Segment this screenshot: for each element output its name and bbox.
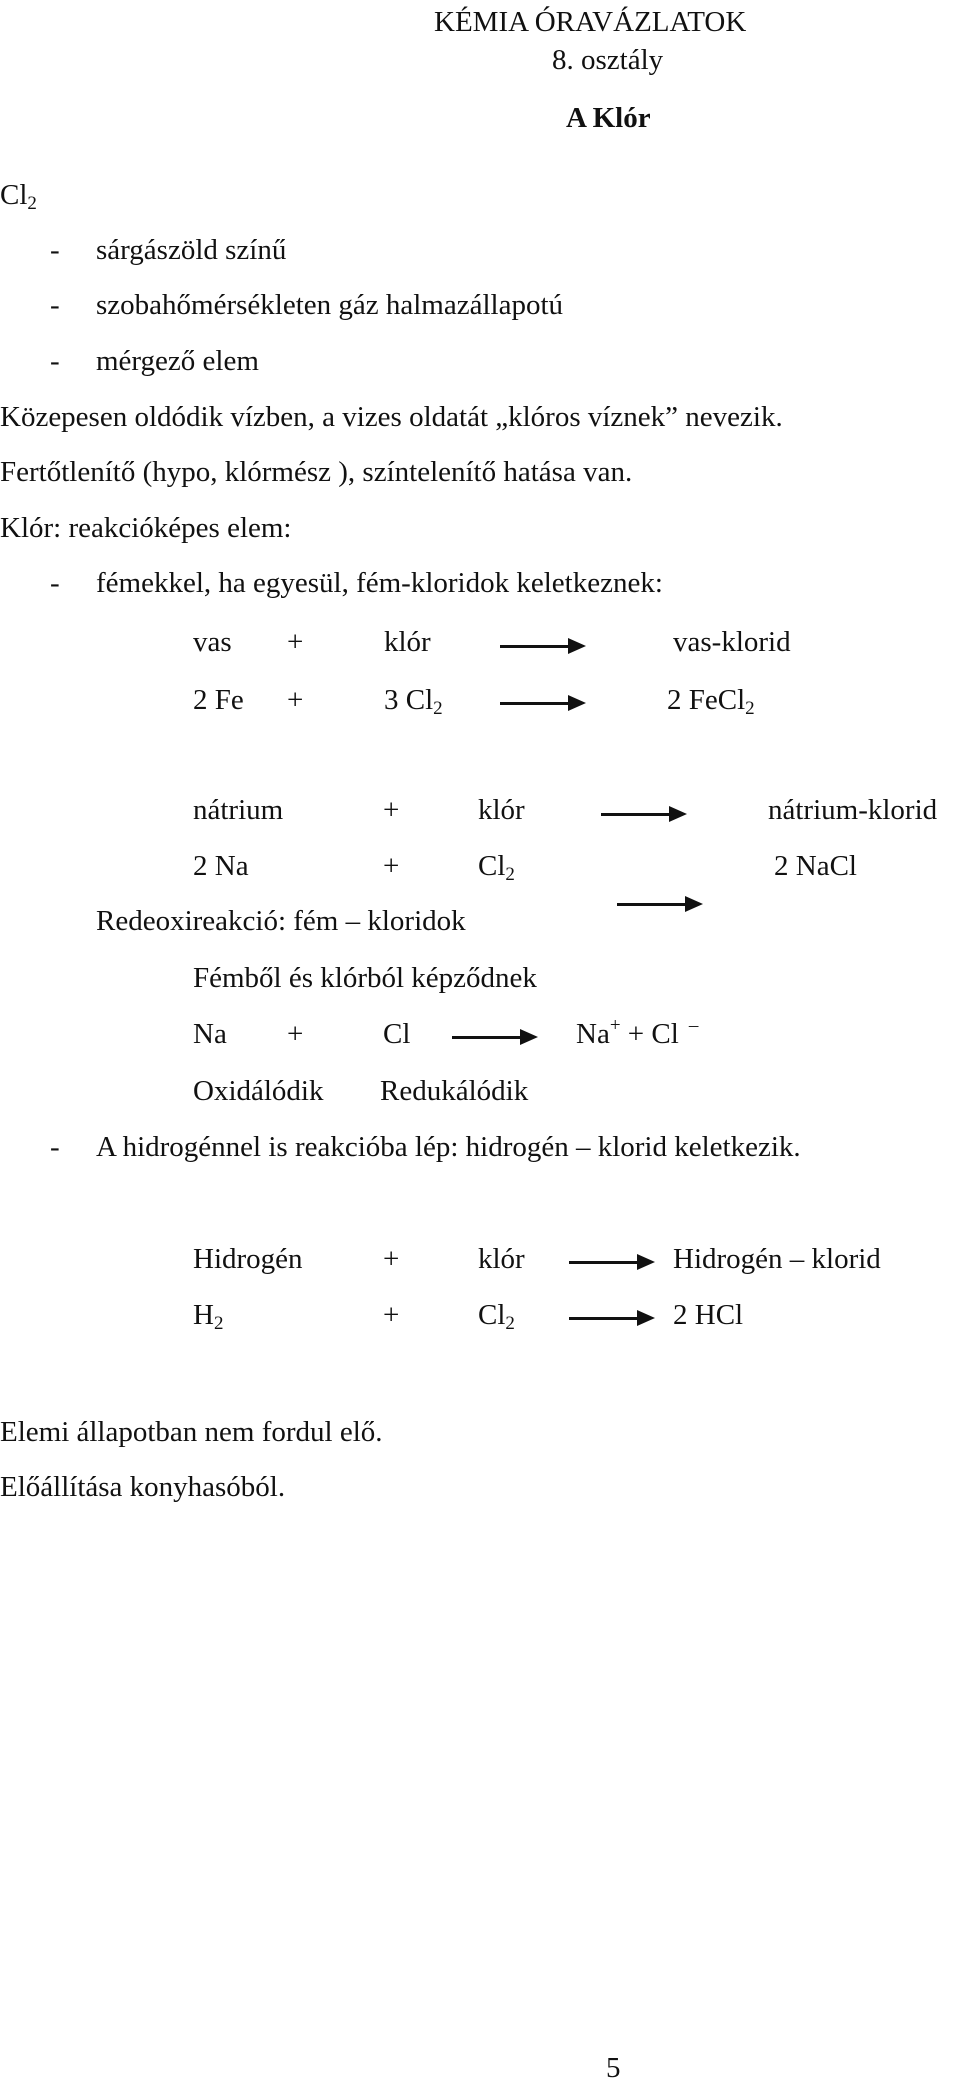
doc-header-grade: 8. osztály <box>552 44 664 76</box>
solubility-text: Közepesen oldódik vízben, a vizes oldatát „klóros víznek” nevezik. <box>0 401 783 433</box>
reaction-arrow <box>452 1029 538 1045</box>
property-item: mérgező elem <box>96 345 259 377</box>
doc-header-title: KÉMIA ÓRAVÁZLATOK <box>434 6 747 38</box>
closing-line: Előállítása konyhasóból. <box>0 1471 286 1503</box>
hydrogen-reactant-word: Hidrogén <box>193 1243 303 1275</box>
sodium-chloride-word: nátrium-klorid <box>768 794 938 826</box>
disinfect-text: Fertőtlenítő (hypo, klórmész ), színtelenítő hatása van. <box>0 456 633 488</box>
iron-reactant-word: vas <box>193 626 232 658</box>
sodium-reactant-word: nátrium <box>193 794 284 826</box>
chlorine-reactant-word: klór <box>478 794 525 826</box>
closing-line: Elemi állapotban nem fordul elő. <box>0 1416 383 1448</box>
bullet-dash: - <box>50 234 60 266</box>
chlorine-atom: Cl <box>383 1018 411 1050</box>
sodium-formula: 2 Na <box>193 850 249 882</box>
formed-text: Fémből és klórból képződnek <box>193 962 537 994</box>
plus-sign: + <box>287 684 304 716</box>
oxidized-label: Oxidálódik <box>193 1075 324 1107</box>
hydrogen-bullet: A hidrogénnel is reakcióba lép: hidrogén – klorid keletkezik. <box>96 1131 801 1163</box>
hydrogen-chloride-formula: 2 HCl <box>673 1299 744 1331</box>
plus-sign: + <box>383 1243 400 1275</box>
metals-bullet: fémekkel, ha egyesül, fém-kloridok keletkeznek: <box>96 567 663 599</box>
reduced-label: Redukálódik <box>380 1075 529 1107</box>
plus-sign: + <box>383 1299 400 1331</box>
reaction-arrow <box>569 1310 655 1326</box>
plus-sign: + <box>287 1018 304 1050</box>
bullet-dash: - <box>50 1131 60 1163</box>
chlorine-reactant-word: klór <box>384 626 431 658</box>
chlorine-reactant-word: klór <box>478 1243 525 1275</box>
reaction-arrow <box>569 1254 655 1270</box>
iron-formula: 2 Fe <box>193 684 244 716</box>
iron-chloride-word: vas-klorid <box>673 626 791 658</box>
chlorine-formula: $Cl_2$ <box>0 179 37 214</box>
chlorine-formula: $Cl_2$ <box>478 1299 515 1334</box>
bullet-dash: - <box>50 289 60 321</box>
topic-title: A Klór <box>566 102 651 134</box>
hydrogen-formula: $H_2$ <box>193 1299 224 1334</box>
reaction-arrow <box>617 896 703 912</box>
plus-sign: + <box>383 794 400 826</box>
property-item: sárgászöld színű <box>96 234 287 266</box>
chlorine-formula: $Cl_2$ <box>478 850 515 885</box>
sodium-atom: Na <box>193 1018 227 1050</box>
property-item: szobahőmérsékleten gáz halmazállapotú <box>96 289 564 321</box>
hydrogen-chloride-word: Hidrogén – klorid <box>673 1243 881 1275</box>
plus-sign: + <box>383 850 400 882</box>
redox-text: Redeoxireakció: fém – kloridok <box>96 905 466 937</box>
bullet-dash: - <box>50 567 60 599</box>
bullet-dash: - <box>50 345 60 377</box>
ion-products: Na+ + Cl – <box>576 1015 699 1050</box>
reaction-arrow <box>601 806 687 822</box>
sodium-chloride-formula: 2 NaCl <box>774 850 857 882</box>
reactive-text: Klór: reakcióképes elem: <box>0 512 292 544</box>
reaction-arrow <box>500 695 586 711</box>
plus-sign: + <box>287 626 304 658</box>
reaction-arrow <box>500 638 586 654</box>
page-number: 5 <box>606 2052 621 2084</box>
iron-chloride-formula: 2 FeCl$_2$ <box>667 684 755 719</box>
chlorine-formula: 3 $Cl_2$ <box>384 684 443 719</box>
